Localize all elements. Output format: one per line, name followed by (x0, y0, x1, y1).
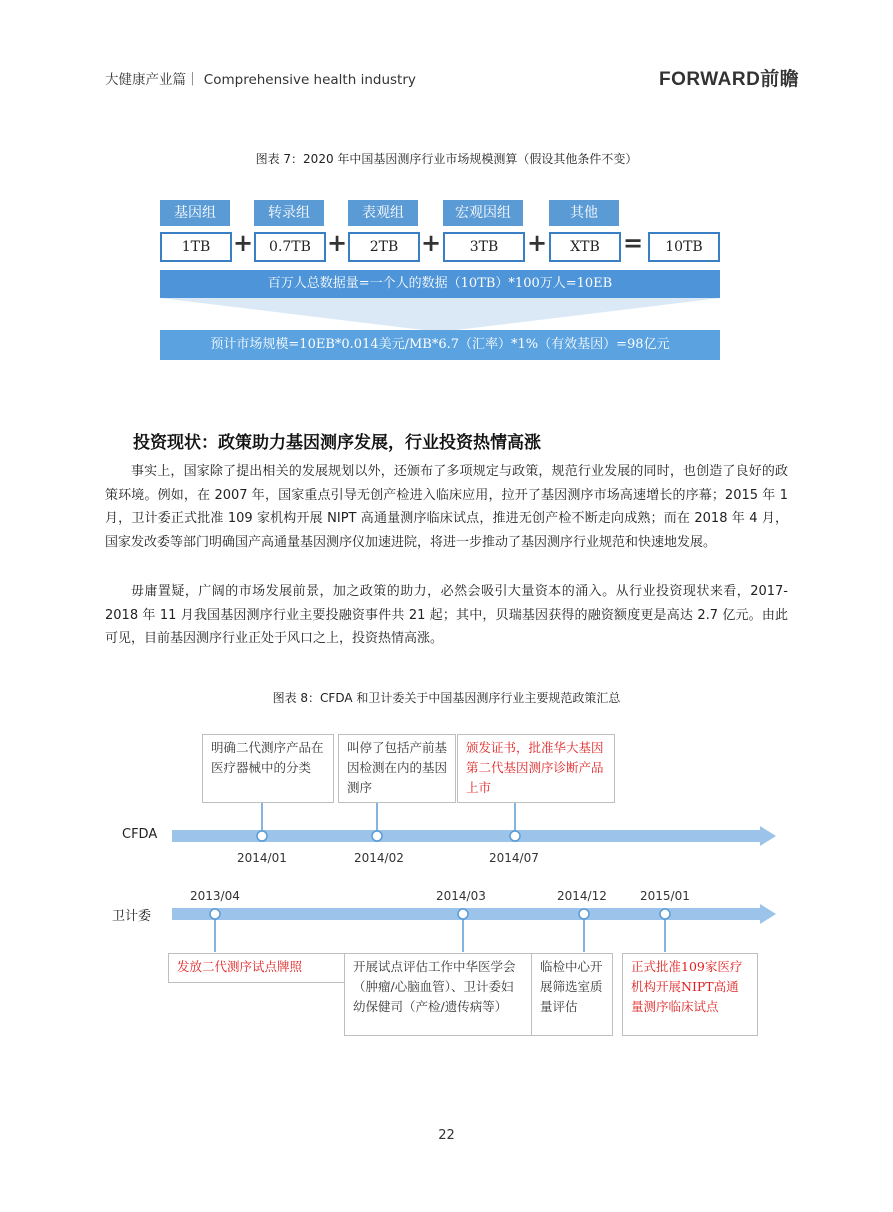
wjw-dot-2014-03 (458, 909, 468, 919)
cfda-row-label: CFDA (122, 827, 158, 842)
cfda-event-box: 叫停了包括产前基因检测在内的基因测序 (338, 734, 456, 803)
wjw-row-label: 卫计委 (112, 909, 152, 924)
cfda-arrow-head (760, 826, 776, 846)
cfda-date: 2014/02 (354, 851, 404, 865)
value-total: 10TB (648, 232, 720, 262)
category-transcriptome: 转录组 (254, 200, 324, 226)
wjw-event-box: 开展试点评估工作中华医学会（肿瘤/心脑血管）、卫计委妇幼保健司（产检/遗传病等） (344, 953, 532, 1036)
plus-sign: + (327, 228, 348, 257)
wjw-date: 2014/03 (436, 889, 486, 903)
cfda-dot-2014-01 (257, 831, 267, 841)
cfda-event-box-highlight: 颁发证书，批准华大基因第二代基因测序诊断产品上市 (457, 734, 615, 803)
value-genome: 1TB (160, 232, 232, 262)
plus-sign: + (233, 228, 254, 257)
category-other: 其他 (549, 200, 619, 226)
wjw-date: 2015/01 (640, 889, 690, 903)
header-title: 大健康产业篇｜ Comprehensive health industry (105, 72, 416, 88)
wjw-arrow-head (760, 904, 776, 924)
wjw-date: 2014/12 (557, 889, 607, 903)
value-other: XTB (549, 232, 621, 262)
category-genome: 基因组 (160, 200, 230, 226)
formula-band-total-data: 百万人总数据量=一个人的数据（10TB）*100万人=10EB (160, 270, 720, 298)
cfda-dot-2014-07 (510, 831, 520, 841)
cfda-dot-2014-02 (372, 831, 382, 841)
value-transcriptome: 0.7TB (254, 232, 326, 262)
cfda-date: 2014/07 (489, 851, 539, 865)
figure-7-caption: 图表 7：2020 年中国基因测序行业市场规模测算（假设其他条件不变） (255, 152, 638, 166)
cfda-date: 2014/01 (237, 851, 287, 865)
wjw-event-box: 临检中心开展筛选室质量评估 (531, 953, 613, 1036)
plus-sign: + (527, 228, 548, 257)
value-epigenome: 2TB (348, 232, 420, 262)
figure-8-caption: 图表 8：CFDA 和卫计委关于中国基因测序行业主要规范政策汇总 (272, 691, 621, 705)
brand-logo: FORWARD前瞻 (659, 69, 800, 90)
paragraph-policy: 事实上，国家除了提出相关的发展规划以外，还颁布了多项规定与政策，规范行业发展的同时，也创造了良好的政策环境。例如，在 2007 年，国家重点引导无创产检进入临床应用，拉开了基因测序市场高速增长的序幕；2015 年 1 月，卫计委正式批准 109 家机构开展 NIPT 高通量测序临床试点，推进无创产检不断走向成熟；而在 2018 年 4 月，国家发改委等部门明确国产高通量基因测序仪加速进院，将进一步推动了基因测序行业规范和快速地发展。 (105, 464, 788, 550)
category-epigenome: 表观组 (348, 200, 418, 226)
formula-band-market-size: 预计市场规模=10EB*0.014美元/MB*6.7（汇率）*1%（有效基因）=98亿元 (160, 330, 720, 360)
value-metagenome: 3TB (443, 232, 525, 262)
wjw-date: 2013/04 (190, 889, 240, 903)
wjw-dot-2014-12 (579, 909, 589, 919)
wjw-dot-2015-01 (660, 909, 670, 919)
section-heading: 投资现状：政策助力基因测序发展，行业投资热情高涨 (133, 433, 541, 453)
wjw-dot-2013-04 (210, 909, 220, 919)
cfda-event-box: 明确二代测序产品在医疗器械中的分类 (202, 734, 334, 803)
wjw-event-box-highlight: 正式批准109家医疗机构开展NIPT高通量测序临床试点 (622, 953, 758, 1036)
page-number: 22 (438, 1128, 455, 1143)
category-metagenome: 宏观因组 (443, 200, 523, 226)
plus-sign: + (421, 228, 442, 257)
wjw-event-box-highlight: 发放二代测序试点牌照 (168, 953, 346, 983)
paragraph-investment: 毋庸置疑，广阔的市场发展前景，加之政策的助力，必然会吸引大量资本的涌入。从行业投资现状来看，2017-2018 年 11 月我国基因测序行业主要投融资事件共 21 起；其中，贝瑞基因获得的融资额度更是高达 2.7 亿元。由此可见，目前基因测序行业正处于风口之上，投资热情高涨。 (105, 584, 788, 646)
equals-sign: = (623, 228, 644, 257)
